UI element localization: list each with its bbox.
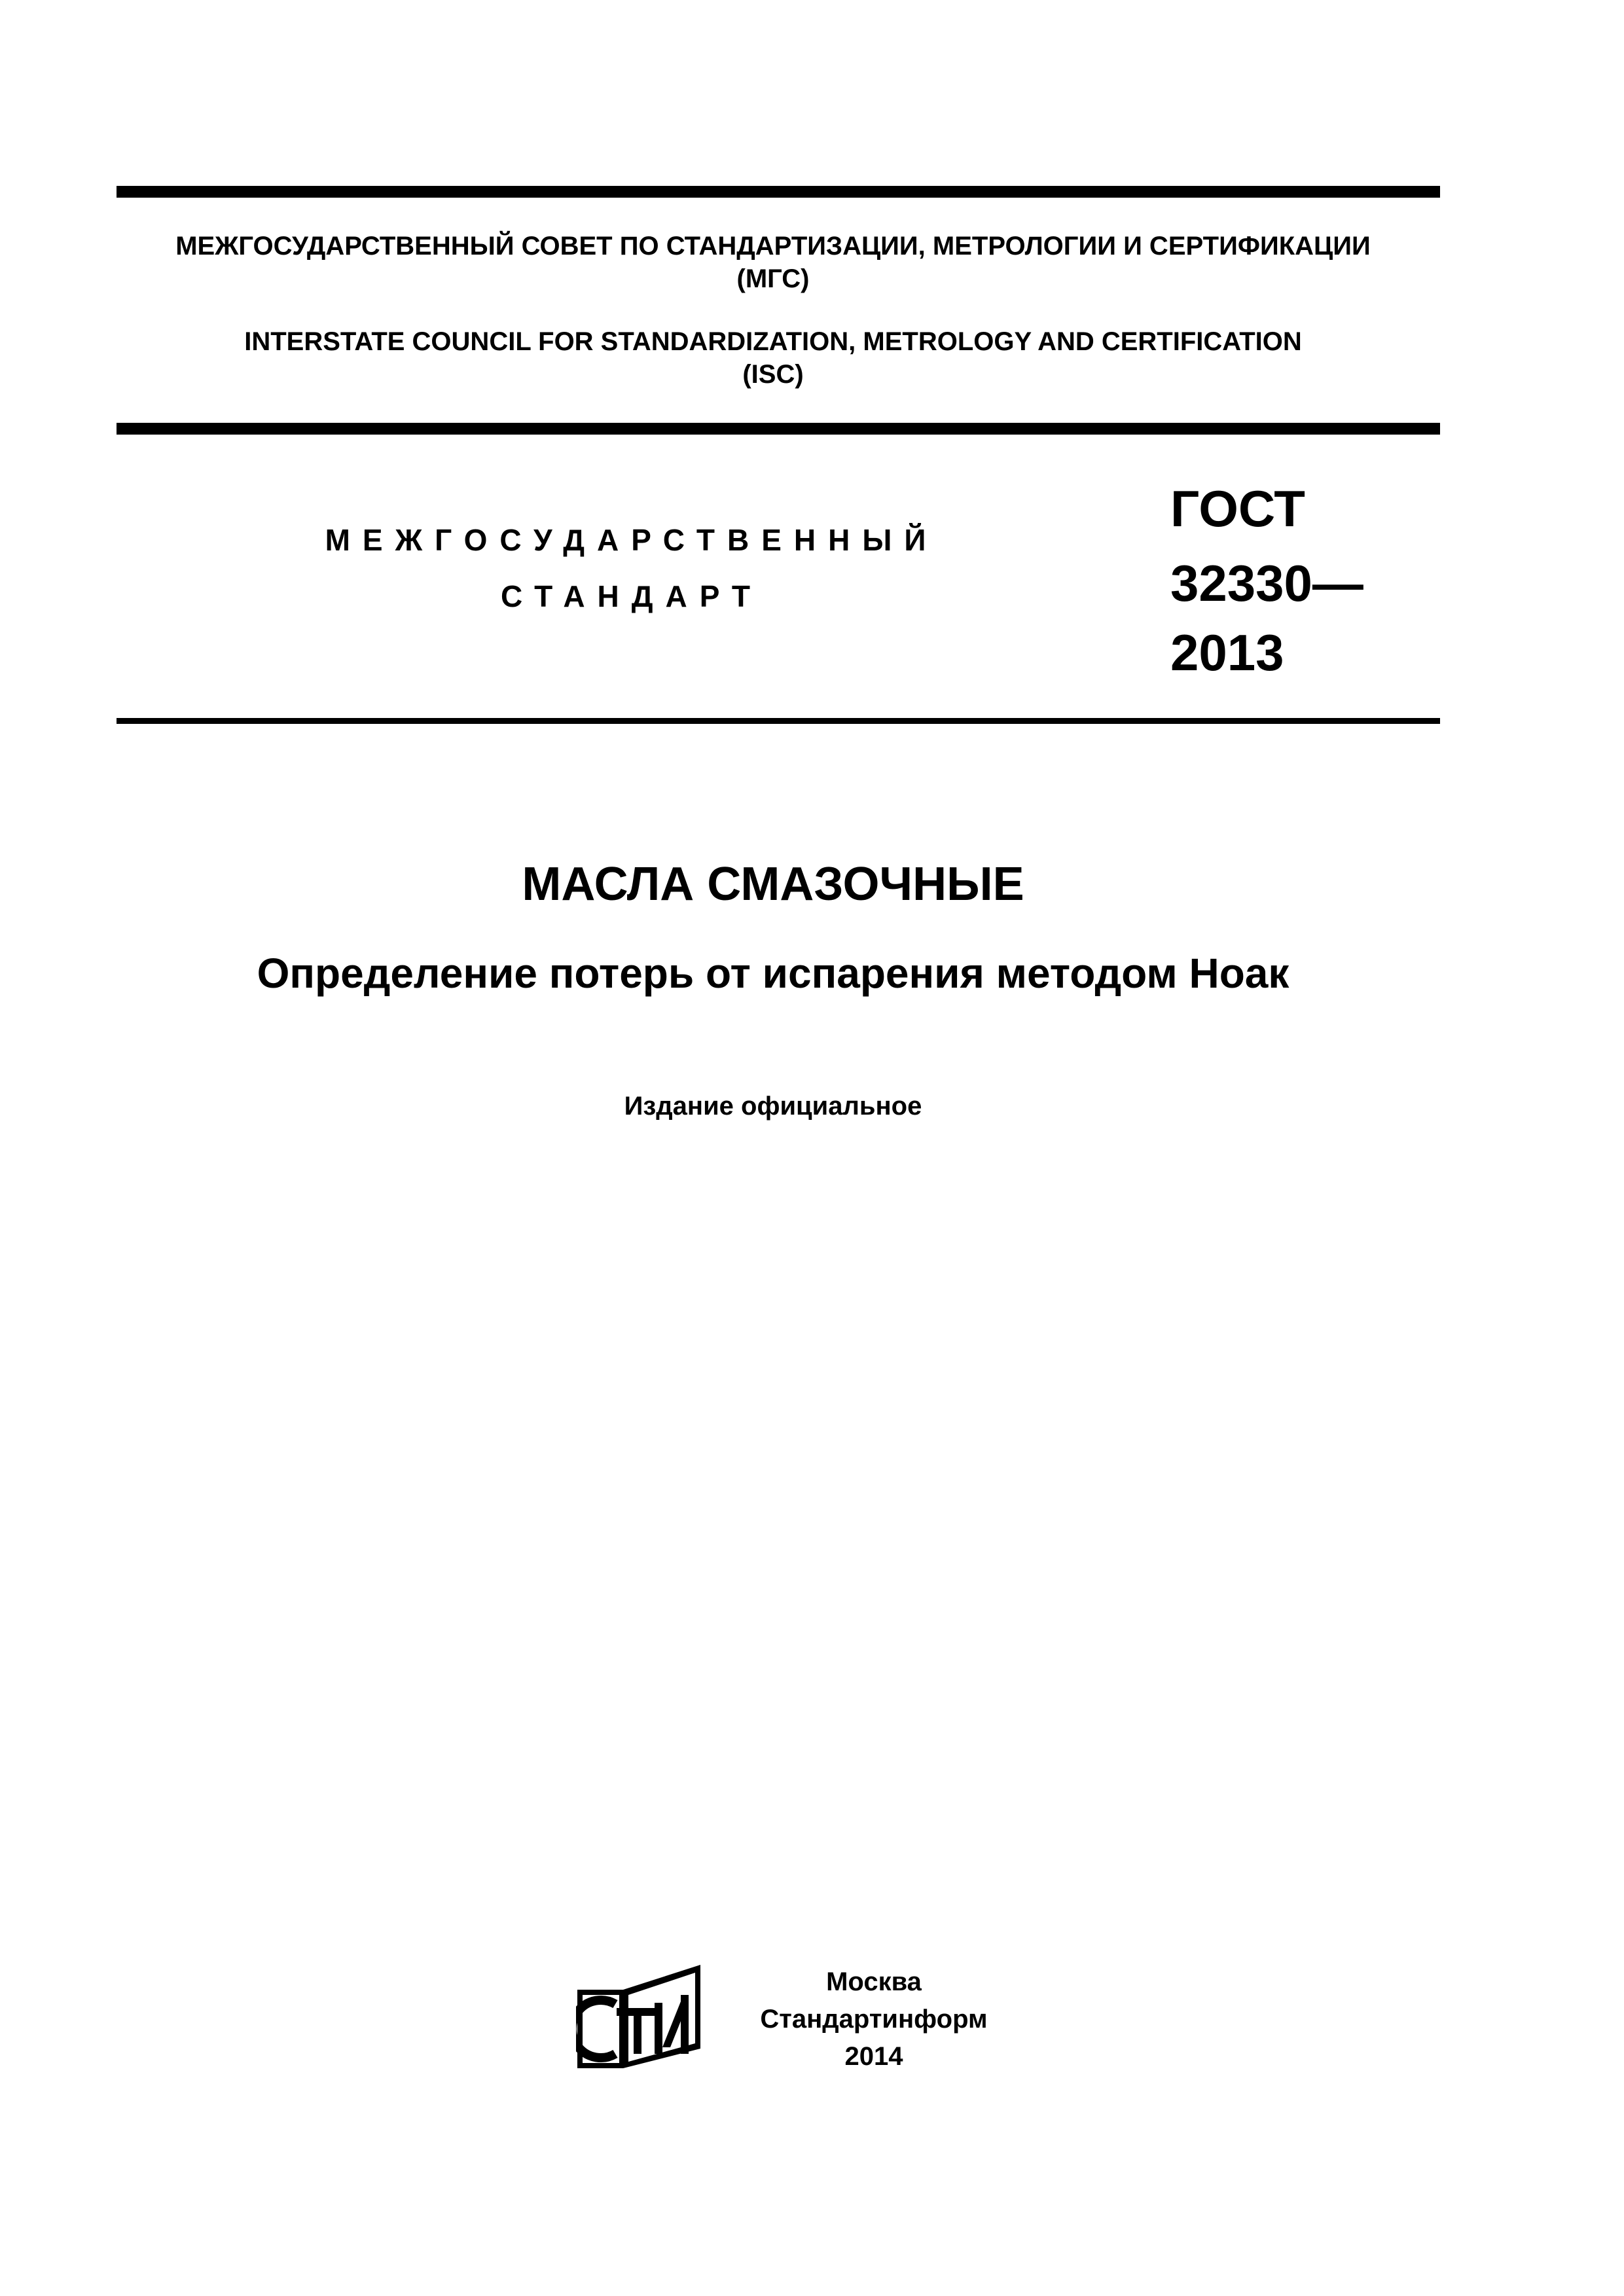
council-abbr-ru: (МГС) bbox=[736, 264, 810, 293]
top-rule bbox=[117, 186, 1440, 198]
council-name-ru: МЕЖГОСУДАРСТВЕННЫЙ СОВЕТ ПО СТАНДАРТИЗАЦИИ, МЕТРОЛОГИИ И СЕРТИФИКАЦИИ bbox=[175, 232, 1371, 260]
document-subtitle: Определение потерь от испарения методом Ноак bbox=[257, 950, 1290, 997]
standard-kind-line2: СТАНДАРТ bbox=[501, 579, 763, 613]
gost-number: 32330— bbox=[1170, 554, 1363, 612]
standartinform-logo-icon bbox=[576, 1964, 707, 2070]
bottom-rule bbox=[117, 718, 1440, 724]
middle-rule bbox=[117, 423, 1440, 435]
council-abbr-en: (ISC) bbox=[742, 360, 804, 389]
imprint-publisher: Стандартинформ bbox=[760, 2005, 988, 2034]
gost-year: 2013 bbox=[1170, 624, 1284, 681]
imprint-city: Москва bbox=[826, 1967, 922, 1996]
edition-label: Издание официальное bbox=[624, 1092, 922, 1121]
imprint-year: 2014 bbox=[844, 2042, 903, 2071]
document-title: МАСЛА СМАЗОЧНЫЕ bbox=[522, 858, 1024, 910]
gost-prefix: ГОСТ bbox=[1170, 480, 1305, 537]
standard-kind-line1: МЕЖГОСУДАРСТВЕННЫЙ bbox=[325, 523, 939, 557]
council-name-en: INTERSTATE COUNCIL FOR STANDARDIZATION, METROLOGY AND CERTIFICATION bbox=[244, 327, 1302, 356]
